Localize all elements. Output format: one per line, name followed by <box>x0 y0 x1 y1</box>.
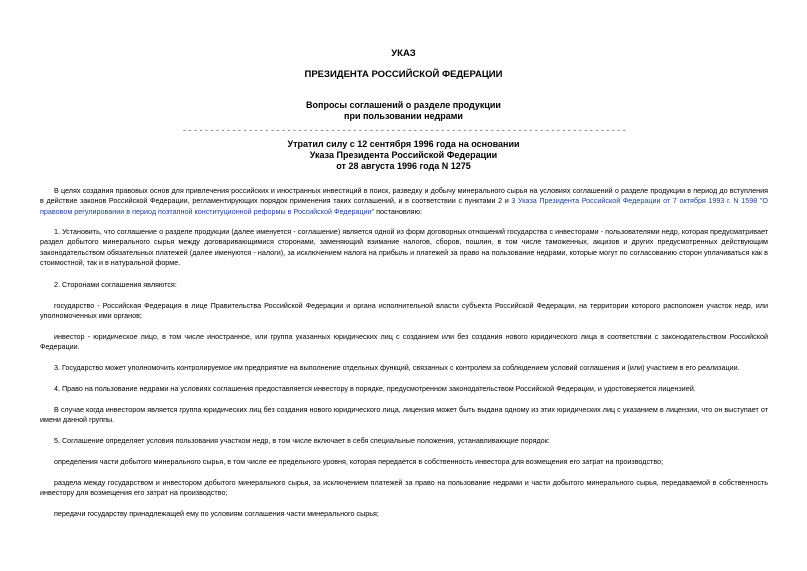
paragraph-5c-text: передачи государству принадлежащей ему по условиям соглашения части минерального сырья; <box>54 509 379 518</box>
paragraph-4 <box>40 384 768 394</box>
paragraph-2-text: 2. Сторонами соглашения являются: <box>54 280 177 289</box>
paragraph-3 <box>40 363 768 373</box>
revocation-note-line-3: от 28 августа 1996 года N 1275 <box>336 161 471 171</box>
paragraph-4a-text: В случае когда инвестором является группа юридических лиц без создания нового юридического лица, лицензия может быть выдана одному из этих юридических лиц с указанием в лицензии, что он выступает от имени данной группы. <box>40 405 768 425</box>
paragraph-5-text: 5. Соглашение определяет условия пользования участком недр, в том числе включает в себя специальные положения, устанавливающие порядок: <box>54 436 550 445</box>
intro-text-b: постановляю: <box>374 206 422 216</box>
paragraph-5c <box>40 509 768 519</box>
document-topic-line-2: при пользовании недрами <box>344 111 463 121</box>
paragraph-5b-text: раздела между государством и инвестором добытого минерального сырья, за исключением платежей за право на пользование недрами и части добытого минерального сырья, передаваемой в собственность инвестору для возмещения его затрат на производство; <box>40 478 768 498</box>
paragraph-5 <box>40 436 768 446</box>
paragraph-5a <box>40 457 768 467</box>
paragraph-4-text: 4. Право на пользование недрами на условиях соглашения предоставляется инвестору в порядке, предусмотренном законодательством Российской Федерации, и удостоверяется лицензией. <box>54 384 696 393</box>
decree-1598-link[interactable]: 3 Указа Президента Российской Федерации от 7 октября 1993 г. N 1598 "О правовом регулировании в период поэтапной конституционной реформы в Российской Федерации" <box>40 196 768 216</box>
paragraph-1 <box>40 227 768 268</box>
paragraph-2a-text: государство - Российская Федерация в лице Правительства Российской Федерации и органа исполнительной власти субъекта Российской Федерации, на территории которого расположен участок недр, или уполномоченных ими органов; <box>40 301 768 321</box>
paragraph-2b <box>40 332 768 353</box>
paragraph-2 <box>40 280 768 290</box>
revocation-note-line-2: Указа Президента Российской Федерации <box>309 150 498 160</box>
separator-line: - - - - - - - - - - - - - - - - - - - - - - - - - - - - - - - - - - - - - - - - - - - - - - - - - - - - - - - - - - - - - - - - - - - - - - - - - - - - - - - - - <box>183 125 626 135</box>
intro-text-a: В целях создания правовых основ для привлечения российских и иностранных инвестиций в поиск, разведку и добычу минерального сырья на условиях соглашений о разделе продукции в период до вступления в действие законов Российской Федерации, регламентирующих порядок применения таких соглашений, и в соответствии с пунктами 2 и <box>40 186 768 206</box>
document-issuer: ПРЕЗИДЕНТА РОССИЙСКОЙ ФЕДЕРАЦИИ <box>304 69 503 80</box>
paragraph-2b-text: инвестор - юридическое лицо, в том числе иностранное, или группа указанных юридических лиц с созданием или без создания нового юридического лица в соответствии с законодательством Российской Федерации. <box>40 332 768 352</box>
document-topic-line-1: Вопросы соглашений о разделе продукции <box>306 100 501 110</box>
paragraph-4a <box>40 405 768 426</box>
paragraph-intro <box>40 186 768 217</box>
revocation-note-line-1: Утратил силу с 12 сентября 1996 года на основании <box>287 139 520 149</box>
paragraph-3-text: 3. Государство может уполномочить контролируемое им предприятие на выполнение отдельных функций, связанных с контролем за соблюдением условий соглашения и (или) участием в его реализации. <box>54 363 740 372</box>
paragraph-5a-text: определения части добытого минерального сырья, в том числе ее предельного уровня, которая передается в собственность инвестора для возмещения его затрат на производство; <box>54 457 664 466</box>
paragraph-2a <box>40 301 768 322</box>
document-title: УКАЗ <box>391 48 416 59</box>
paragraph-5b <box>40 478 768 499</box>
paragraph-1-text: 1. Установить, что соглашение о разделе продукции (далее именуется - соглашение) является одной из форм договорных отношений государства с инвесторами - пользователями недр, которая предусматривает раздел добытого минерального сырья между договаривающимися сторонами, заменяющий взимание налогов, сборов, пошлин, в том числе таможенных, акцизов и других предусмотренных действующим законодательством обязательных платежей (далее именуются - налоги), за исключением налога на прибыль и платежей за право на пользование недрами, которые могут по согласованию сторон уплачиваться как в стоимостной, так и в натуральной форме. <box>40 227 768 267</box>
